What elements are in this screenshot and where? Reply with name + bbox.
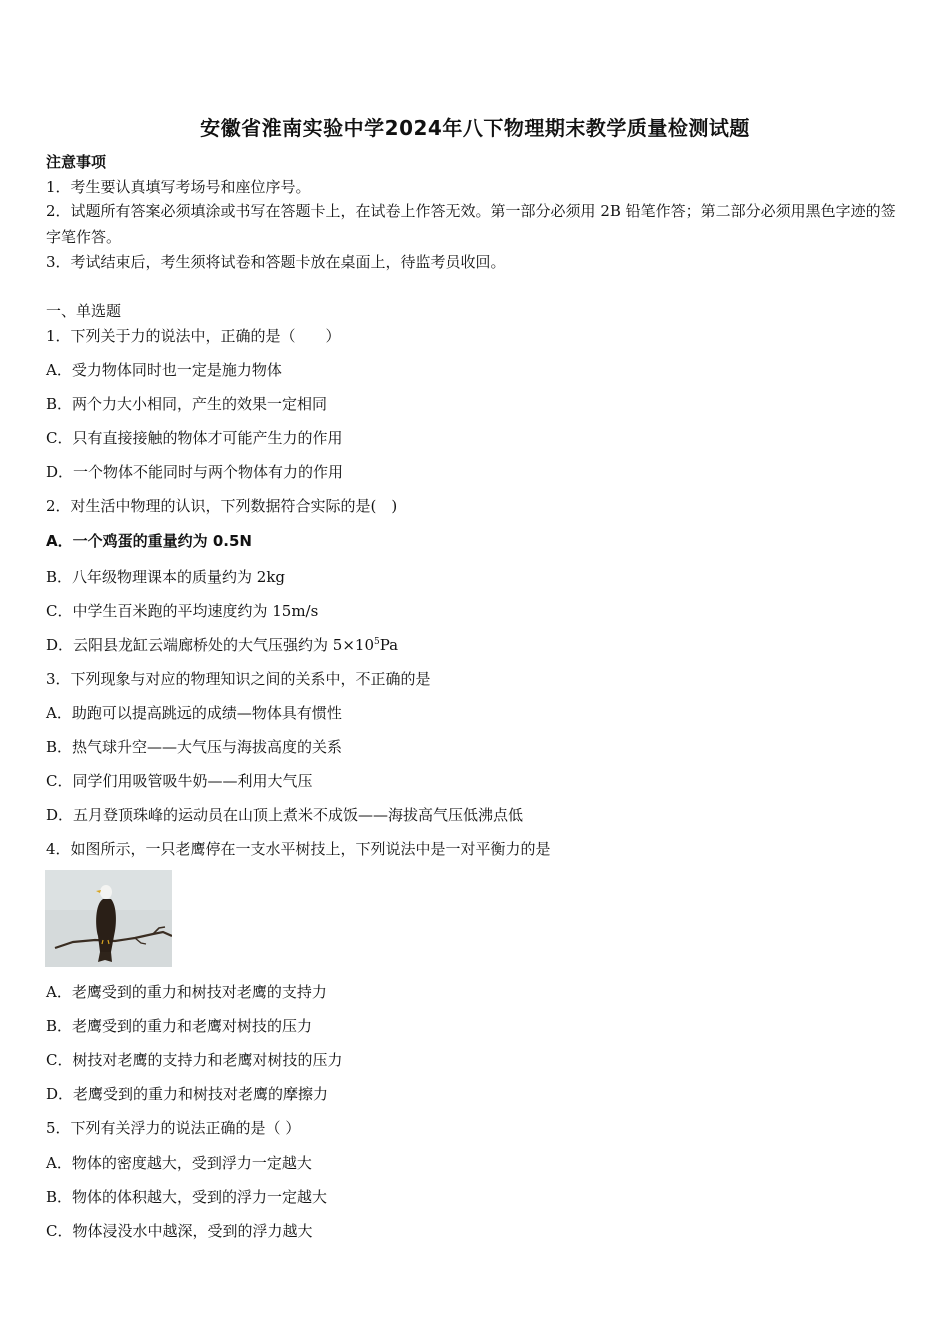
notice-item-3: 3．考试结束后，考生须将试卷和答题卡放在桌面上，待监考员收回。 (46, 253, 506, 271)
question-2-option-d-exponent: 5 (374, 637, 380, 647)
question-3-option-c: C．同学们用吸管吸牛奶——利用大气压 (46, 772, 313, 790)
question-3-option-b: B．热气球升空——大气压与海拔高度的关系 (46, 738, 343, 756)
question-2-option-d-text: D．云阳县龙缸云端廊桥处的大气压强约为 5×10 (46, 636, 374, 654)
section-heading: 一、单选题 (46, 302, 122, 320)
question-5-option-b: B．物体的体积越大，受到的浮力一定越大 (46, 1188, 328, 1206)
notice-item-1: 1．考生要认真填写考场号和座位序号。 (46, 178, 311, 196)
question-2-stem: 2．对生活中物理的认识，下列数据符合实际的是( ) (46, 497, 398, 515)
question-1-stem: 1．下列关于力的说法中，正确的是（ ） (46, 327, 341, 345)
question-4-option-d: D．老鹰受到的重力和树技对老鹰的摩擦力 (46, 1085, 329, 1103)
question-3-option-d: D．五月登顶珠峰的运动员在山顶上煮米不成饭——海拔高气压低沸点低 (46, 806, 524, 824)
question-2-option-b: B．八年级物理课本的质量约为 2kg (46, 568, 286, 586)
question-5-option-a: A．物体的密度越大，受到浮力一定越大 (46, 1154, 312, 1172)
page-title: 安徽省淮南实验中学2024年八下物理期末教学质量检测试题 (200, 116, 750, 140)
question-2-option-c: C．中学生百米跑的平均速度约为 15m/s (46, 602, 319, 620)
eagle-photo (45, 870, 172, 967)
notice-heading: 注意事项 (46, 153, 107, 171)
question-2-option-a: A．一个鸡蛋的重量约为 0.5N (46, 532, 252, 550)
question-4-option-a: A．老鹰受到的重力和树技对老鹰的支持力 (46, 983, 327, 1001)
question-2-option-d (46, 634, 398, 655)
question-2-option-d-unit: Pa (379, 636, 399, 654)
question-4-option-c: C．树技对老鹰的支持力和老鹰对树技的压力 (46, 1051, 343, 1069)
question-4-option-b: B．老鹰受到的重力和老鹰对树技的压力 (46, 1017, 313, 1035)
notice-item-2: 2．试题所有答案必须填涂或书写在答题卡上，在试卷上作答无效。第一部分必须用 2B 铅笔作答；第二部分必须用黑色字迹的签字笔作答。 (46, 202, 896, 246)
question-5-option-c: C．物体浸没水中越深，受到的浮力越大 (46, 1222, 313, 1240)
question-1-option-d: D．一个物体不能同时与两个物体有力的作用 (46, 463, 344, 481)
question-4-stem: 4．如图所示，一只老鹰停在一支水平树技上，下列说法中是一对平衡力的是 (46, 840, 551, 858)
question-5-stem: 5．下列有关浮力的说法正确的是（ ） (46, 1119, 301, 1137)
question-3-stem: 3．下列现象与对应的物理知识之间的关系中，不正确的是 (46, 670, 431, 688)
question-3-option-a: A．助跑可以提高跳远的成绩—物体具有惯性 (46, 704, 342, 722)
question-1-option-b: B．两个力大小相同，产生的效果一定相同 (46, 395, 328, 413)
question-1-option-a: A．受力物体同时也一定是施力物体 (46, 361, 282, 379)
question-1-option-c: C．只有直接接触的物体才可能产生力的作用 (46, 429, 343, 447)
